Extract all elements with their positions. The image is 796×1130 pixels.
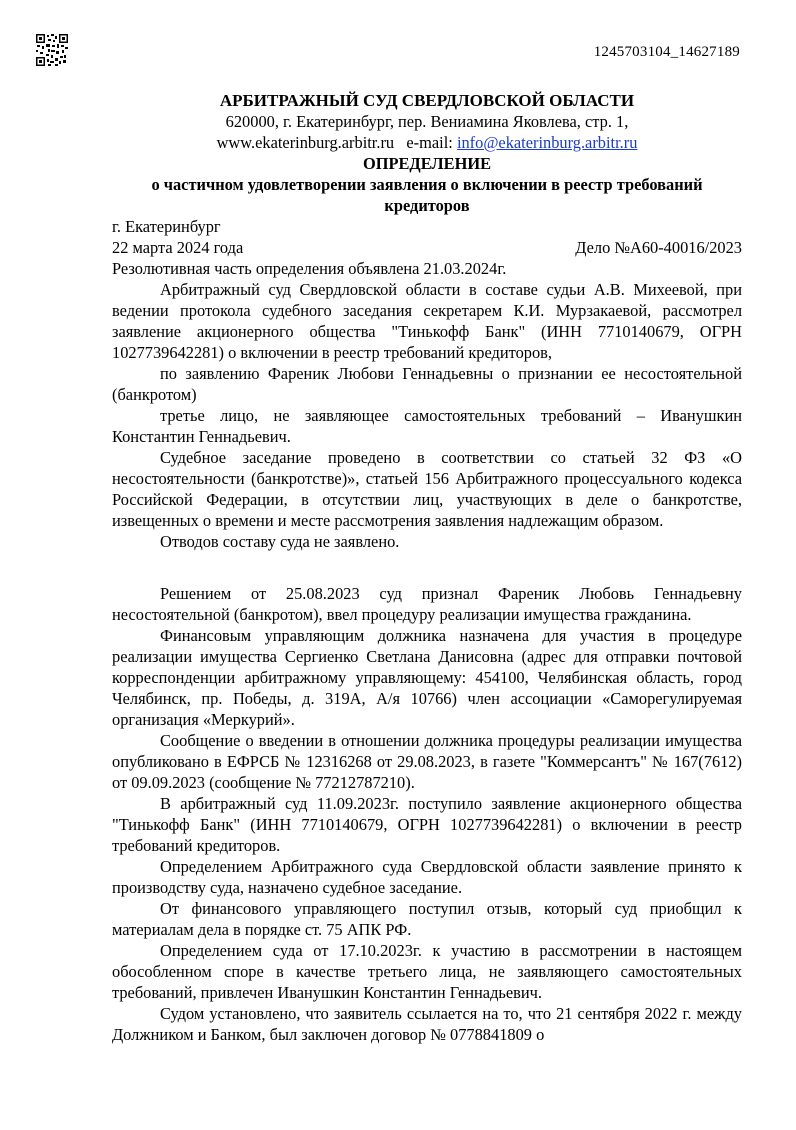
court-name: АРБИТРАЖНЫЙ СУД СВЕРДЛОВСКОЙ ОБЛАСТИ <box>219 91 635 110</box>
court-website: www.ekaterinburg.arbitr.ru <box>216 133 395 152</box>
document-date: 22 марта 2024 года <box>112 238 244 257</box>
city: г. Екатеринбург <box>112 217 221 236</box>
paragraph: Отводов составу суда не заявлено. <box>160 532 400 551</box>
email-label: e-mail: <box>406 133 453 152</box>
case-number: Дело №А60-40016/2023 <box>575 238 742 257</box>
court-email-link[interactable]: info@ekaterinburg.arbitr.ru <box>456 133 638 152</box>
paragraph: Судебное заседание проведено в соответствии со статьей 32 ФЗ «О несостоятельности (банкротстве)», статьей 156 Арбитражного процессуального кодекса Российской Федерации, в отсутствии лиц, участвующих в деле о банкротстве, извещенных о времени и месте рассмотрения заявления надлежащим образом. <box>112 448 742 530</box>
paragraph: по заявлению Фареник Любови Геннадьевны о признании ее несостоятельной (банкротом) <box>112 364 742 404</box>
court-contacts <box>112 132 742 153</box>
paragraph: Судом установлено, что заявитель ссылается на то, что 21 сентября 2022 г. между Должником и Банком, был заключен договор № 0778841809 о <box>112 1004 742 1044</box>
paragraph: Сообщение о введении в отношении должника процедуры реализации имущества опубликовано в ЕФРСБ № 12316268 от 29.08.2023, в газете "Коммерсантъ" № 167(7612) от 09.09.2023 (сообщение № 77212787210). <box>112 731 742 792</box>
document-subtitle: о частичном удовлетворении заявления о включении в реестр требований кредиторов <box>151 175 703 215</box>
qr-code-icon <box>36 34 68 66</box>
section-gap <box>112 552 742 583</box>
paragraph: Финансовым управляющим должника назначена для участия в процедуре реализации имущества Сергиенко Светлана Данисовна (адрес для отправки почтовой корреспонденции арбитражному управляющему: 454100, Челябинская область, город Челябинск, пр. Победы, д. 319А, А/я 10766) член ассоциации «Саморегулируемая организация «Меркурий». <box>112 626 742 729</box>
paragraph: третье лицо, не заявляющее самостоятельных требований – Иванушкин Константин Геннадьевич. <box>112 406 742 446</box>
paragraph: От финансового управляющего поступил отзыв, который суд приобщил к материалам дела в порядке ст. 75 АПК РФ. <box>112 899 742 939</box>
paragraph: Арбитражный суд Свердловской области в составе судьи А.В. Михеевой, при ведении протокола судебного заседания секретарем К.И. Мурзакаевой, рассмотрел заявление акционерного общества "Тинькофф Банк" (ИНН 7710140679, ОГРН 1027739642281) о включении в реестр требований кредиторов, <box>112 280 742 362</box>
date-case-row <box>112 237 742 258</box>
paragraph: В арбитражный суд 11.09.2023г. поступило заявление акционерного общества "Тинькофф Банк" (ИНН 7710140679, ОГРН 1027739642281) о включении в реестр требований кредиторов. <box>112 794 742 855</box>
document-id: 1245703104_14627189 <box>593 44 740 60</box>
paragraph: Определением суда от 17.10.2023г. к участию в рассмотрении в настоящем обособленном споре в качестве третьего лица, не заявляющего самостоятельных требований, привлечен Иванушкин Константин Геннадьевич. <box>112 941 742 1002</box>
document-body <box>112 88 742 1045</box>
document-title: ОПРЕДЕЛЕНИЕ <box>362 154 491 173</box>
paragraph: Определением Арбитражного суда Свердловской области заявление принято к производству суда, назначено судебное заседание. <box>112 857 742 897</box>
paragraph: Решением от 25.08.2023 суд признал Фареник Любовь Геннадьевну несостоятельной (банкротом), ввел процедуру реализации имущества гражданина. <box>112 584 742 624</box>
resolution-note: Резолютивная часть определения объявлена 21.03.2024г. <box>112 259 507 278</box>
court-address: 620000, г. Екатеринбург, пер. Вениамина Яковлева, стр. 1, <box>225 112 629 131</box>
